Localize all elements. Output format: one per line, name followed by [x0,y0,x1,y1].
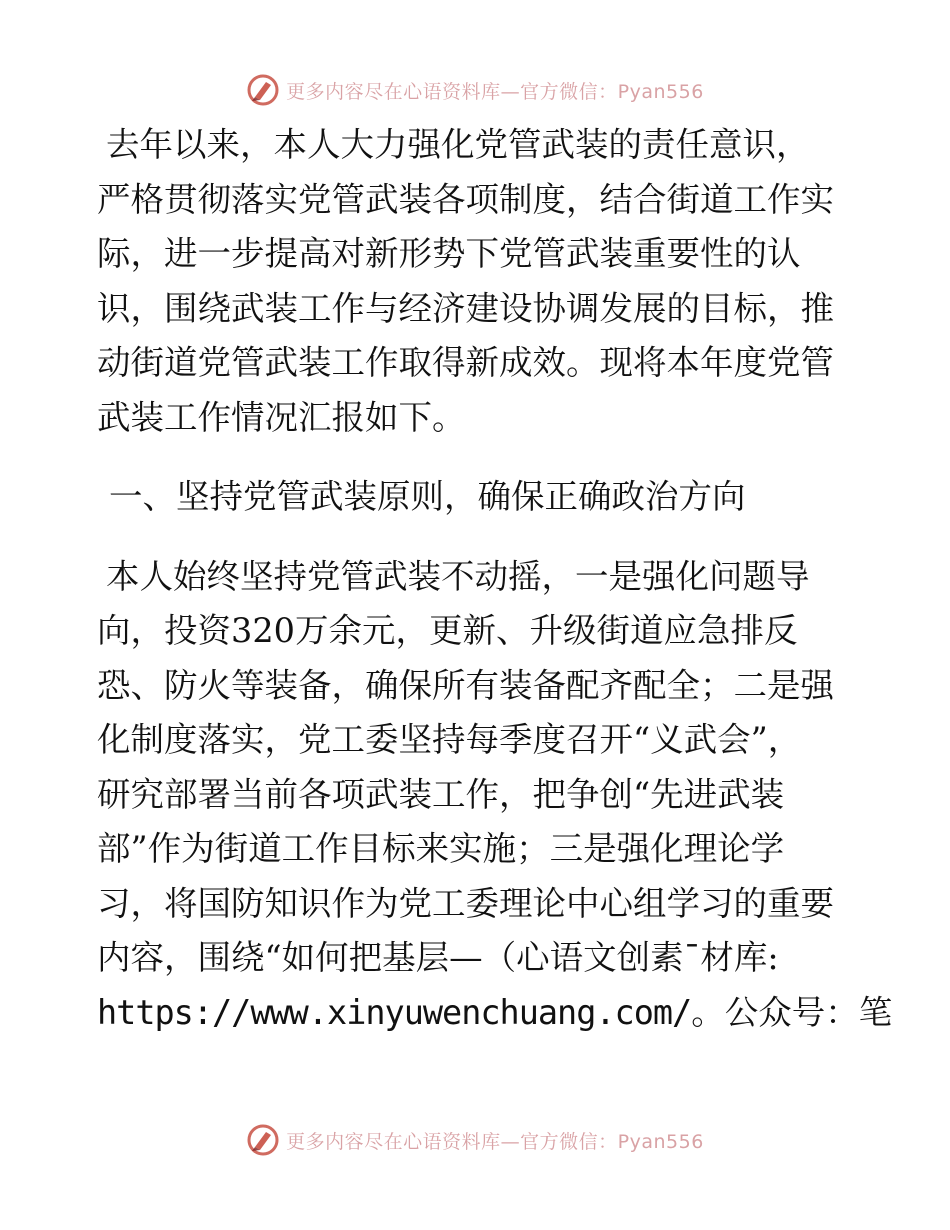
text-line: 动街道党管武装工作取得新成效。现将本年度党管 [97,343,834,382]
text-line: 严格贯彻落实党管武装各项制度，结合街道工作实 [97,179,834,219]
website-link[interactable]: https://www.xinyuwenchuang.com/ [97,992,692,1032]
text-line: 去年以来，本人大力强化党管武装的责任意识， [106,125,810,164]
text-line: 习，将国防知识作为党工委理论中心组学习的重要 [97,883,834,923]
text-line: 识，围绕武装工作与经济建设协调发展的目标，推 [97,288,834,328]
xinyu-logo-icon [246,73,280,107]
text-line: 本人始终坚持党管武装不动摇，一是强化问题导 [106,556,810,596]
text-line: 化制度落实，党工委坚持每季度召开“义武会”， [97,720,802,759]
url-line-suffix: 。公众号：笔 [691,992,893,1032]
text-line: 内容，围绕“如何把基层—（心语文创素¯材库: [97,938,779,977]
text-line: 研究部署当前各项武装工作，把争创“先进武装 [97,774,785,814]
url-line [97,986,893,1041]
xinyu-logo-icon [246,1123,280,1157]
watermark-text: 更多内容尽在心语资料库—官方微信：Pyan556 [286,1130,704,1153]
section-heading: 一、坚持党管武装原则，确保正确政治方向 [109,477,746,516]
text-line: 恐、防火等装备，确保所有装备配齐配全；二是强 [97,665,834,705]
watermark-header [0,70,950,110]
text-line: 向，投资320万余元，更新、升级街道应急排反 [97,611,798,650]
text-line: 部”作为街道工作目标来实施；三是强化理论学 [97,829,785,868]
text-line: 武装工作情况汇报如下。 [97,397,466,437]
watermark-footer [0,1120,950,1160]
watermark-text: 更多内容尽在心语资料库—官方微信：Pyan556 [286,80,704,103]
document-body [97,118,893,1040]
text-line: 际，进一步提高对新形势下党管武装重要性的认 [97,234,801,273]
